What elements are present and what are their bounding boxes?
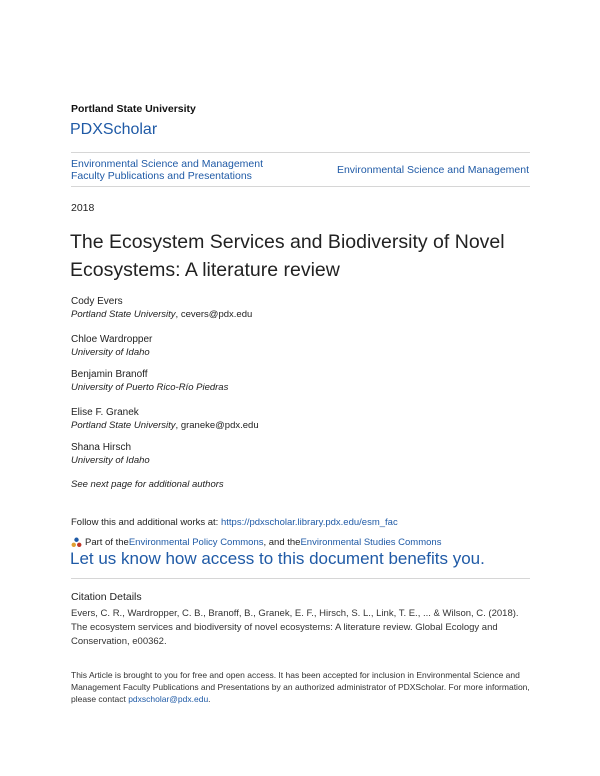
- citation-text: Evers, C. R., Wardropper, C. B., Branoff, B., Granek, E. F., Hirsch, S. L., Link, T. E., ... & Wilson, C. (2018). The ecosystem services and biodiversity of novel ecosystems: A literature review. Global Ecology and Conservation, e00362.: [71, 608, 519, 647]
- title-line-2: Ecosystems: A literature review: [70, 259, 340, 281]
- footer-notice: [71, 669, 536, 705]
- follow-prefix: Follow this and additional works at:: [71, 517, 221, 528]
- author-name: Elise F. Granek: [71, 407, 139, 418]
- follow-line: [71, 517, 398, 528]
- collection-link-faculty-pubs[interactable]: [71, 158, 331, 182]
- author-entry: [71, 333, 152, 359]
- author-affiliation: University of Idaho: [71, 347, 150, 358]
- part-of-prefix: Part of the: [85, 537, 129, 548]
- author-entry: [71, 368, 228, 394]
- author-affiliation: University of Puerto Rico-Río Piedras: [71, 382, 229, 393]
- collection-line-2: Faculty Publications and Presentations: [71, 170, 252, 182]
- title-line-1: The Ecosystem Services and Biodiversity of Novel: [70, 231, 505, 253]
- author-name: Benjamin Branoff: [71, 369, 148, 380]
- publication-year: 2018: [71, 202, 95, 214]
- author-affiliation: University of Idaho: [71, 455, 150, 466]
- author-affiliation: Portland State University: [71, 309, 176, 320]
- author-email: , cevers@pdx.edu: [175, 309, 253, 320]
- author-name: Cody Evers: [71, 296, 123, 307]
- part-of-line: [71, 537, 441, 548]
- footer-end: .: [208, 694, 211, 704]
- article-title: [70, 228, 530, 284]
- collection-url-link[interactable]: https://pdxscholar.library.pdx.edu/esm_fac: [220, 517, 398, 528]
- commons-network-icon: [71, 537, 82, 548]
- author-email: , graneke@pdx.edu: [175, 420, 259, 431]
- environmental-policy-commons-link[interactable]: Environmental Policy Commons: [128, 537, 264, 548]
- author-entry: [71, 406, 259, 432]
- citation-heading: Citation Details: [71, 591, 142, 603]
- feedback-link[interactable]: Let us know how access to this document benefits you.: [70, 549, 485, 568]
- divider: [71, 186, 530, 187]
- contact-email-link[interactable]: pdxscholar@pdx.edu: [128, 694, 209, 704]
- part-of-middle: , and the: [263, 537, 301, 548]
- see-next-page-note: See next page for additional authors: [71, 479, 224, 490]
- divider: [71, 152, 530, 153]
- author-name: Chloe Wardropper: [71, 334, 153, 345]
- author-entry: [71, 295, 252, 321]
- repository-name[interactable]: PDXScholar: [70, 121, 158, 138]
- institution-name: Portland State University: [71, 103, 196, 115]
- author-name: Shana Hirsch: [71, 442, 132, 453]
- collection-line-1: Environmental Science and Management: [71, 158, 264, 170]
- author-affiliation: Portland State University: [71, 420, 176, 431]
- environmental-studies-commons-link[interactable]: Environmental Studies Commons: [300, 537, 442, 548]
- footer-text: This Article is brought to you for free and open access. It has been accepted for inclusion in Environmental Science and Management Faculty Publications and Presentations by an authorized administrator of PDXScholar. For more information, please contact: [71, 670, 530, 704]
- author-entry: [71, 441, 150, 467]
- collection-link-esm[interactable]: Environmental Science and Management: [336, 164, 529, 176]
- divider: [71, 578, 530, 579]
